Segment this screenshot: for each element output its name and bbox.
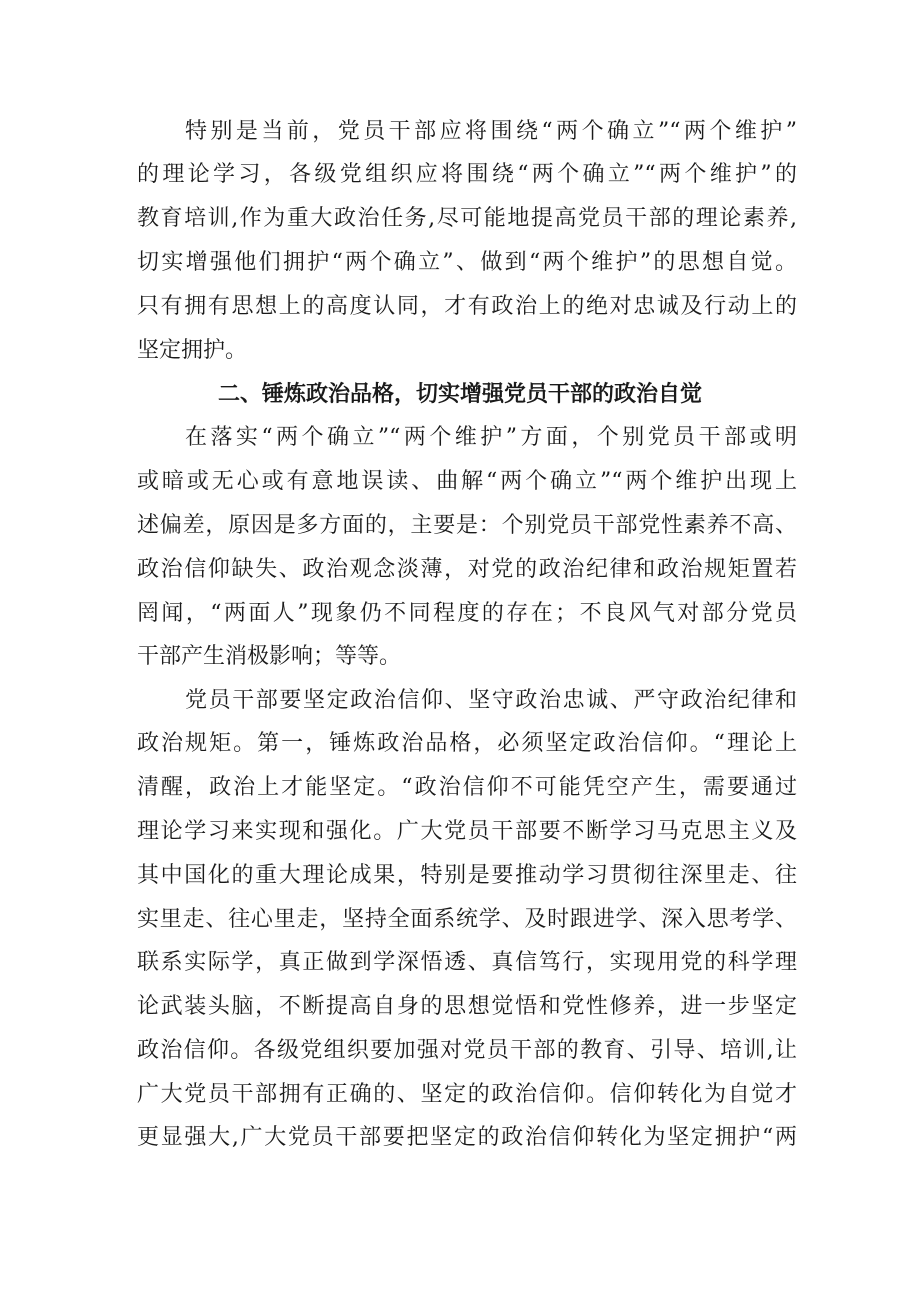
paragraph-1-line-1: 特别是当前，党员干部应将围绕“两个确立”“两个维护”: [185, 119, 797, 144]
paragraph-2-line-5: 罔闻，“两面人”现象仍不同程度的存在；不良风气对部分党员: [137, 601, 797, 626]
paragraph-2-line-4: 政治信仰缺失、政治观念淡薄，对党的政治纪律和政治规矩置若: [137, 557, 797, 582]
paragraph-1-line-5: 只有拥有思想上的高度认同，才有政治上的绝对忠诚及行动上的: [137, 294, 797, 319]
paragraph-3-line-10: 广大党员干部拥有正确的、坚定的政治信仰。信仰转化为自觉才: [137, 1082, 797, 1107]
paragraph-3-line-8: 论武装头脑，不断提高自身的思想觉悟和党性修养，进一步坚定: [137, 994, 797, 1019]
paragraph-3-line-7: 联系实际学，真正做到学深悟透、真信笃行，实现用党的科学理: [137, 950, 797, 975]
paragraph-3-line-4: 理论学习来实现和强化。广大党员干部要不断学习马克思主义及: [137, 819, 797, 844]
paragraph-2-line-3: 述偏差，原因是多方面的，主要是：个别党员干部党性素养不高、: [137, 513, 797, 538]
paragraph-2-line-6: 干部产生消极影响；等等。: [137, 644, 402, 669]
paragraph-1-line-6: 坚定拥护。: [137, 338, 248, 363]
paragraph-1-line-3: 教育培训,作为重大政治任务,尽可能地提高党员干部的理论素养,: [137, 206, 797, 231]
section-heading: 二、锤炼政治品格，切实增强党员干部的政治自觉: [217, 382, 702, 407]
paragraph-3-line-1: 党员干部要坚定政治信仰、坚守政治忠诚、严守政治纪律和: [185, 688, 797, 713]
paragraph-3-line-6: 实里走、往心里走，坚持全面系统学、及时跟进学、深入思考学、: [137, 907, 797, 932]
paragraph-2-line-2: 或暗或无心或有意地误读、曲解“两个确立”“两个维护出现上: [137, 469, 797, 494]
paragraph-3-line-5: 其中国化的重大理论成果，特别是要推动学习贯彻往深里走、往: [137, 863, 797, 888]
paragraph-3-line-9: 政治信仰。各级党组织要加强对党员干部的教育、引导、培训,让: [137, 1038, 797, 1063]
paragraph-1-line-4: 切实增强他们拥护“两个确立”、做到“两个维护”的思想自觉。: [137, 250, 797, 275]
paragraph-3-line-11: 更显强大,广大党员干部要把坚定的政治信仰转化为坚定拥护“两: [137, 1125, 797, 1150]
paragraph-3-line-3: 清醒，政治上才能坚定。“政治信仰不可能凭空产生，需要通过: [137, 775, 797, 800]
paragraph-1-line-2: 的理论学习，各级党组织应将围绕“两个确立”“两个维护”的: [137, 162, 797, 187]
paragraph-2-line-1: 在落实“两个确立”“两个维护”方面，个别党员干部或明: [185, 425, 797, 450]
paragraph-3-line-2: 政治规矩。第一，锤炼政治品格，必须坚定政治信仰。“理论上: [137, 731, 797, 756]
